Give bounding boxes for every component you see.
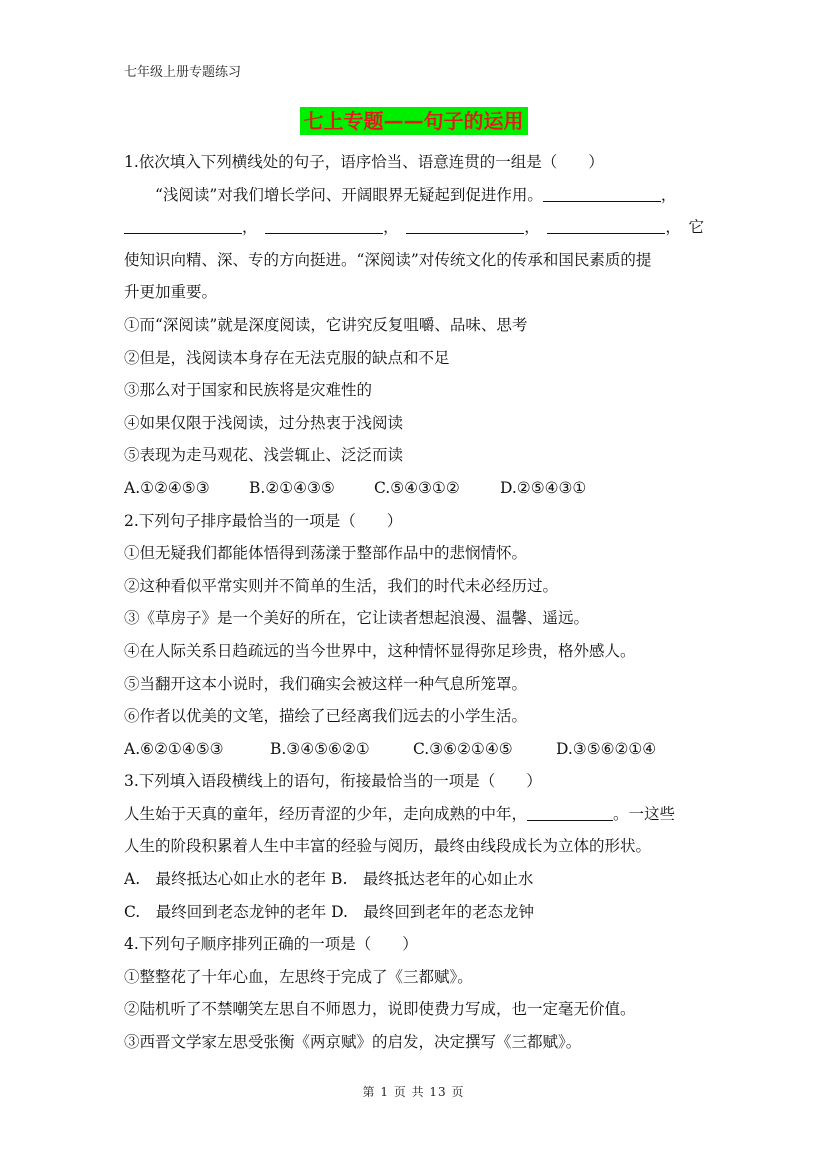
comma: ，	[665, 218, 681, 237]
q2-item: ⑤当翻开这本小说时，我们确实会被这样一种气息所笼罩。	[124, 674, 528, 693]
q3-options-cd: C. 最终回到老态龙钟的老年 D. 最终回到老年的老态龙钟	[124, 902, 534, 921]
q1-ta: 它	[688, 218, 704, 237]
page-footer: 第 1 页 共 13 页	[362, 1085, 465, 1099]
q1-blank-1	[543, 183, 661, 202]
q4-item: ③西晋文学家左思受张衡《两京赋》的启发，决定撰写《三都赋》。	[124, 1033, 582, 1052]
q4-item: ①整整花了十年心血，左思终于完成了《三都赋》。	[124, 967, 473, 986]
q2-option-c: C.③⑥②①④⑤	[413, 739, 513, 758]
comma: ，	[660, 185, 677, 204]
q3-options-ab: A. 最终抵达心如止水的老年 B. 最终抵达老年的心如止水	[124, 870, 534, 889]
q3-passage-line-1	[124, 798, 704, 831]
q2-item: ④在人际关系日趋疏远的当今世界中，这种情怀显得弥足珍贵，格外感人。	[124, 641, 636, 660]
q1-passage-line-4: 升更加重要。	[124, 283, 218, 302]
q1-blank-3	[265, 215, 383, 234]
q1-passage-line-2	[124, 211, 704, 244]
q1-blank-4	[406, 215, 524, 234]
q1-item: ③那么对于国家和民族将是灾难性的	[124, 381, 373, 400]
q1-passage-line-1	[124, 179, 704, 212]
q1-blank-2	[124, 215, 242, 234]
page-header: 七年级上册专题练习	[124, 65, 242, 80]
q3-stem: 3.下列填入语段横线上的语句，衔接最恰当的一项是（ ）	[124, 772, 542, 791]
q1-item: ②但是，浅阅读本身存在无法克服的缺点和不足	[124, 348, 450, 367]
q1-item: ④如果仅限于浅阅读，过分热衷于浅阅读	[124, 413, 404, 432]
q1-option-d: D.②⑤④③①	[500, 478, 587, 497]
q2-option-b: B.③④⑤⑥②①	[270, 739, 370, 758]
q1-item: ⑤表现为走马观花、浅尝辄止、泛泛而读	[124, 446, 404, 465]
q4-stem: 4.下列句子顺序排列正确的一项是（ ）	[124, 935, 418, 954]
q1-blank-5	[547, 215, 665, 234]
q2-item: ①但无疑我们都能体悟得到荡漾于整部作品中的悲悯情怀。	[124, 544, 528, 563]
q1-stem: 1.依次填入下列横线处的句子，语序恰当、语意连贯的一组是（ ）	[124, 153, 604, 171]
q1-item: ①而“深阅读”就是深度阅读，它讲究反复咀嚼、品味、思考	[124, 315, 528, 334]
q2-options	[124, 733, 704, 766]
q3-passage-text: 人生始于天真的童年，经历青涩的少年，走向成熟的中年，	[124, 804, 528, 823]
q2-item: ⑥作者以优美的文笔，描绘了已经离我们远去的小学生活。	[124, 707, 528, 726]
q1-passage-line-3: 使知识向精、深、专的方向挺进。“深阅读”对传统文化的传承和国民素质的提	[124, 250, 652, 269]
q4-item: ②陆机听了不禁嘲笑左思自不师恩力，说即使费力写成，也一定毫无价值。	[124, 1000, 636, 1019]
q2-stem: 2.下列句子排序最恰当的一项是（ ）	[124, 511, 403, 530]
q2-item: ③《草房子》是一个美好的所在，它让读者想起浪漫、温馨、遥远。	[124, 609, 590, 628]
comma: ，	[524, 218, 540, 237]
comma: ，	[242, 218, 258, 237]
comma: ，	[383, 218, 399, 237]
q2-item: ②这种看似平常实则并不简单的生活，我们的时代未必经历过。	[124, 576, 559, 595]
q3-blank	[527, 802, 613, 821]
q1-option-c: C.⑤④③①②	[374, 478, 460, 497]
document-body	[124, 146, 704, 1059]
q3-passage-text: 。一这些	[613, 804, 676, 823]
q1-option-a: A.①②④⑤③	[124, 478, 210, 497]
q1-passage-text: “浅阅读”对我们增长学问、开阔眼界无疑起到促进作用。	[155, 185, 543, 204]
q1-options	[124, 472, 704, 505]
q1-option-b: B.②①④③⑤	[249, 478, 335, 497]
q3-passage-line-2: 人生的阶段积累着人生中丰富的经验与阅历，最终由线段成长为立体的形状。	[124, 837, 652, 856]
q2-option-d: D.③⑤⑥②①④	[556, 739, 657, 758]
doc-title: 七上专题——句子的运用	[300, 107, 528, 135]
q2-option-a: A.⑥②①④⑤③	[124, 739, 224, 758]
